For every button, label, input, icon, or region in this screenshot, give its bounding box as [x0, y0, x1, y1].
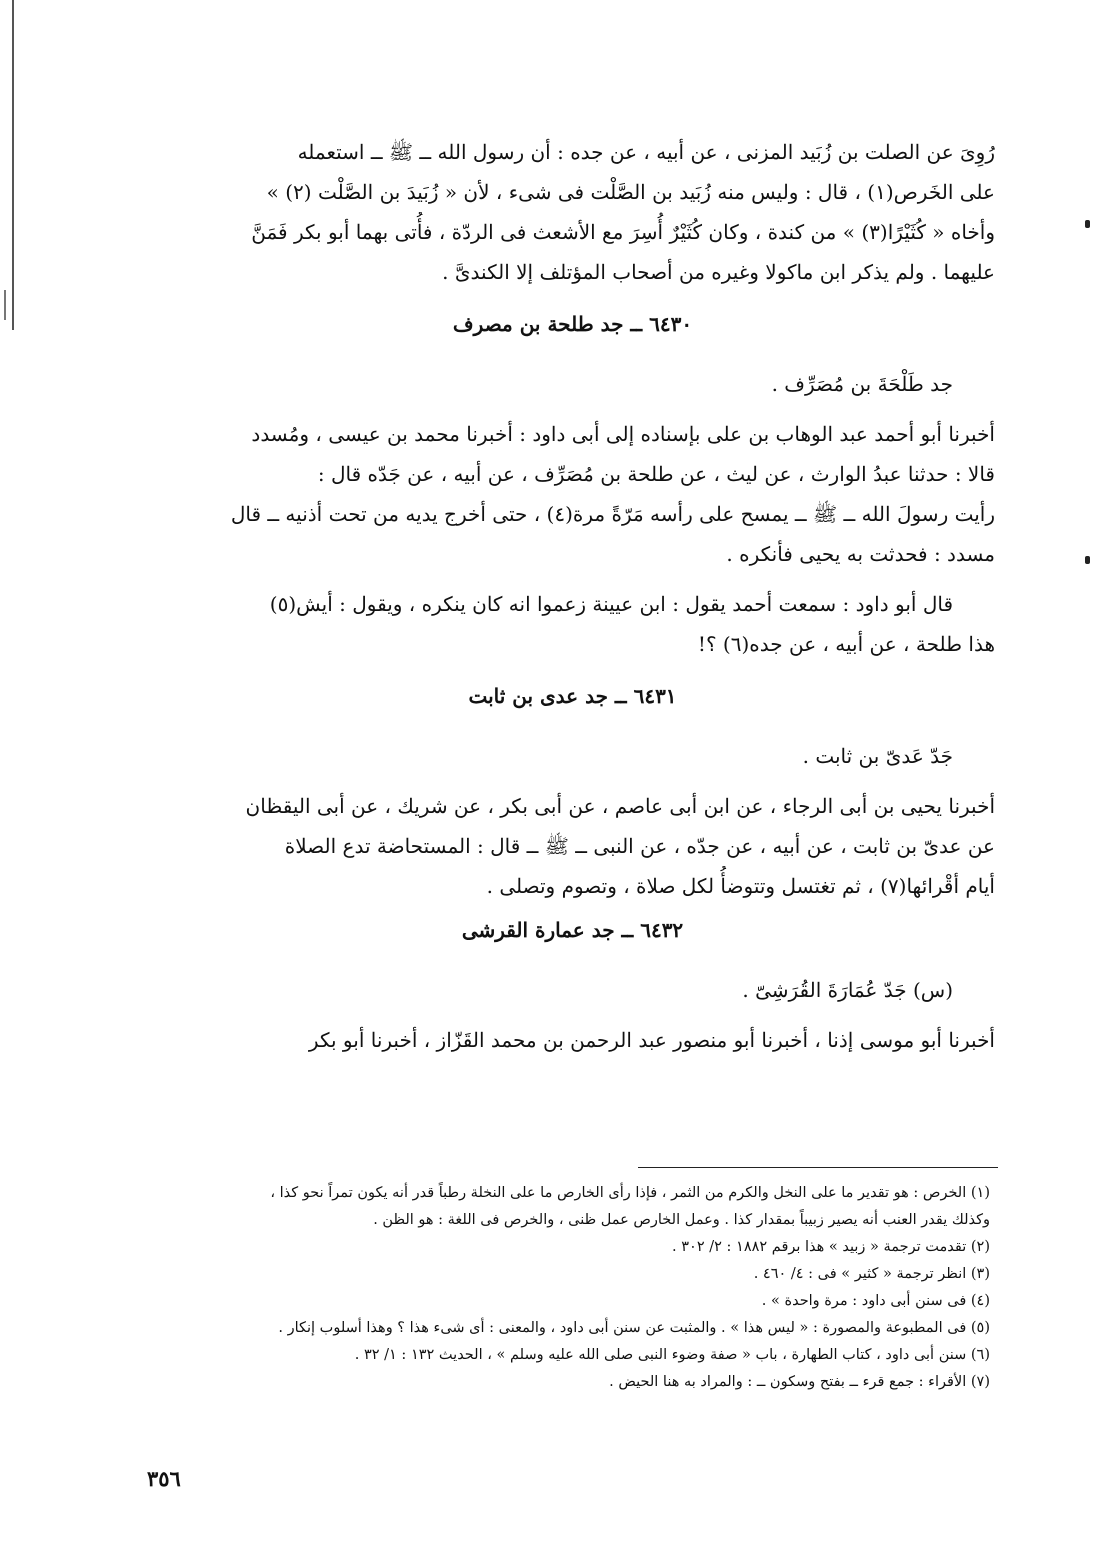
footnote-rule: [638, 1167, 998, 1168]
entry-intro: (س) جَدّ عُمَارَةَ القُرَشِىّ .: [742, 978, 953, 1002]
text-line: أخبرنا أبو موسى إذنا ، أخبرنا أبو منصور عبد الرحمن بن محمد القَزّاز ، أخبرنا أبو بكر: [308, 1028, 995, 1052]
footnote: (١) الخرص : هو تقدير ما على النخل والكرم من الثمر ، فإذا رأى الخارص ما على النخلة رطباً قدر أنه يكون تمراً نحو كذا ،: [270, 1185, 990, 1201]
footnote: (٥) فى المطبوعة والمصورة : « ليس هذا » . والمثبت عن سنن أبى داود ، والمعنى : أى شىء هذا ؟ وهذا أسلوب إنكار .: [278, 1320, 990, 1336]
footnote: وكذلك يقدر العنب أنه يصير زبيباً بمقدار كذا . وعمل الخارص عمل ظنى ، والخرص فى اللغة : هو الظن .: [373, 1212, 990, 1228]
entry-heading: ٦٤٣١ ــ جد عدى بن ثابت: [468, 684, 677, 708]
text-line: رُوِىَ عن الصلت بن زُبَيد المزنى ، عن أبيه ، عن جده : أن رسول الله ــ ﷺ ــ استعمله: [297, 140, 995, 164]
text-line: على الخَرص(١) ، قال : وليس منه زُبَيد بن الصَّلْت فى شىء ، لأن « زُبَيدَ بن الصَّلْت (٢) »: [266, 180, 995, 204]
footnote: (٤) فى سنن أبى داود : مرة واحدة » .: [761, 1293, 990, 1309]
text-line: عليهما . ولم يذكر ابن ماكولا وغيره من أصحاب المؤتلف إلا الكندىَّ .: [442, 260, 995, 284]
scan-speck: [1085, 556, 1090, 564]
footnotes: [100, 1180, 990, 1396]
main-text: [150, 132, 995, 1060]
footnote: (٣) انظر ترجمة « كثير » فى : ٤/ ٤٦٠ .: [753, 1266, 990, 1282]
page-number: ٣٥٦: [147, 1466, 181, 1491]
entry-heading: ٦٤٣٠ ــ جد طلحة بن مصرف: [452, 312, 693, 336]
entry-heading: ٦٤٣٢ ــ جد عمارة القرشى: [461, 918, 684, 942]
entry-intro: جَدّ عَدىّ بن ثابت .: [802, 744, 953, 768]
text-line: قال أبو داود : سمعت أحمد يقول : ابن عيينة زعموا انه كان ينكره ، ويقول : أيش(٥): [269, 592, 953, 616]
text-line: رأيت رسولَ الله ــ ﷺ ــ يمسح على رأسه مَرّةً مرة(٤) ، حتى أخرج يديه من تحت أذنيه ــ قال: [230, 502, 995, 526]
footnote: (٧) الأقراء : جمع قرء ــ بفتح وسكون ــ : والمراد به هنا الحيض .: [609, 1374, 990, 1390]
footnote: (٦) سنن أبى داود ، كتاب الطهارة ، باب « صفة وضوء النبى صلى الله عليه وسلم » ، الحديث ١٣٢ : ١/ ٣٢ .: [354, 1347, 990, 1363]
text-line: أخبرنا أبو أحمد عبد الوهاب بن على بإسناده إلى أبى داود : أخبرنا محمد بن عيسى ، ومُسدد: [251, 422, 995, 446]
footnote: (٢) تقدمت ترجمة « زبيد » هذا برقم ١٨٨٢ : ٢/ ٣٠٢ .: [672, 1239, 990, 1255]
text-line: أخبرنا يحيى بن أبى الرجاء ، عن ابن أبى عاصم ، عن أبى بكر ، عن شريك ، عن أبى اليقظان: [245, 794, 995, 818]
scan-speck: [1085, 220, 1090, 228]
scan-edge-line: [12, 0, 14, 330]
text-line: وأخاه « كُثَيْرًا(٣) » من كندة ، وكان كُثَيْرٌ أُسِرَ مع الأشعث فى الردّة ، فأُتى بهما أبو بكر فَمَنَّ: [251, 220, 995, 244]
text-line: قالا : حدثنا عبدُ الوارث ، عن ليث ، عن طلحة بن مُصَرِّف ، عن أبيه ، عن جَدّه قال :: [317, 462, 995, 486]
text-line: مسدد : فحدثت به يحيى فأنكره .: [726, 542, 995, 566]
text-line: أيام أقْرائها(٧) ، ثم تغتسل وتتوضأُ لكل صلاة ، وتصوم وتصلى .: [486, 874, 995, 898]
scan-edge-mark: [4, 290, 6, 320]
text-line: هذا طلحة ، عن أبيه ، عن جده(٦) ؟!: [697, 632, 995, 656]
text-line: عن عدىّ بن ثابت ، عن أبيه ، عن جدّه ، عن النبى ــ ﷺ ــ قال : المستحاضة تدع الصلاة: [284, 834, 995, 858]
entry-intro: جد طَلْحَةَ بن مُصَرِّف .: [771, 372, 953, 396]
